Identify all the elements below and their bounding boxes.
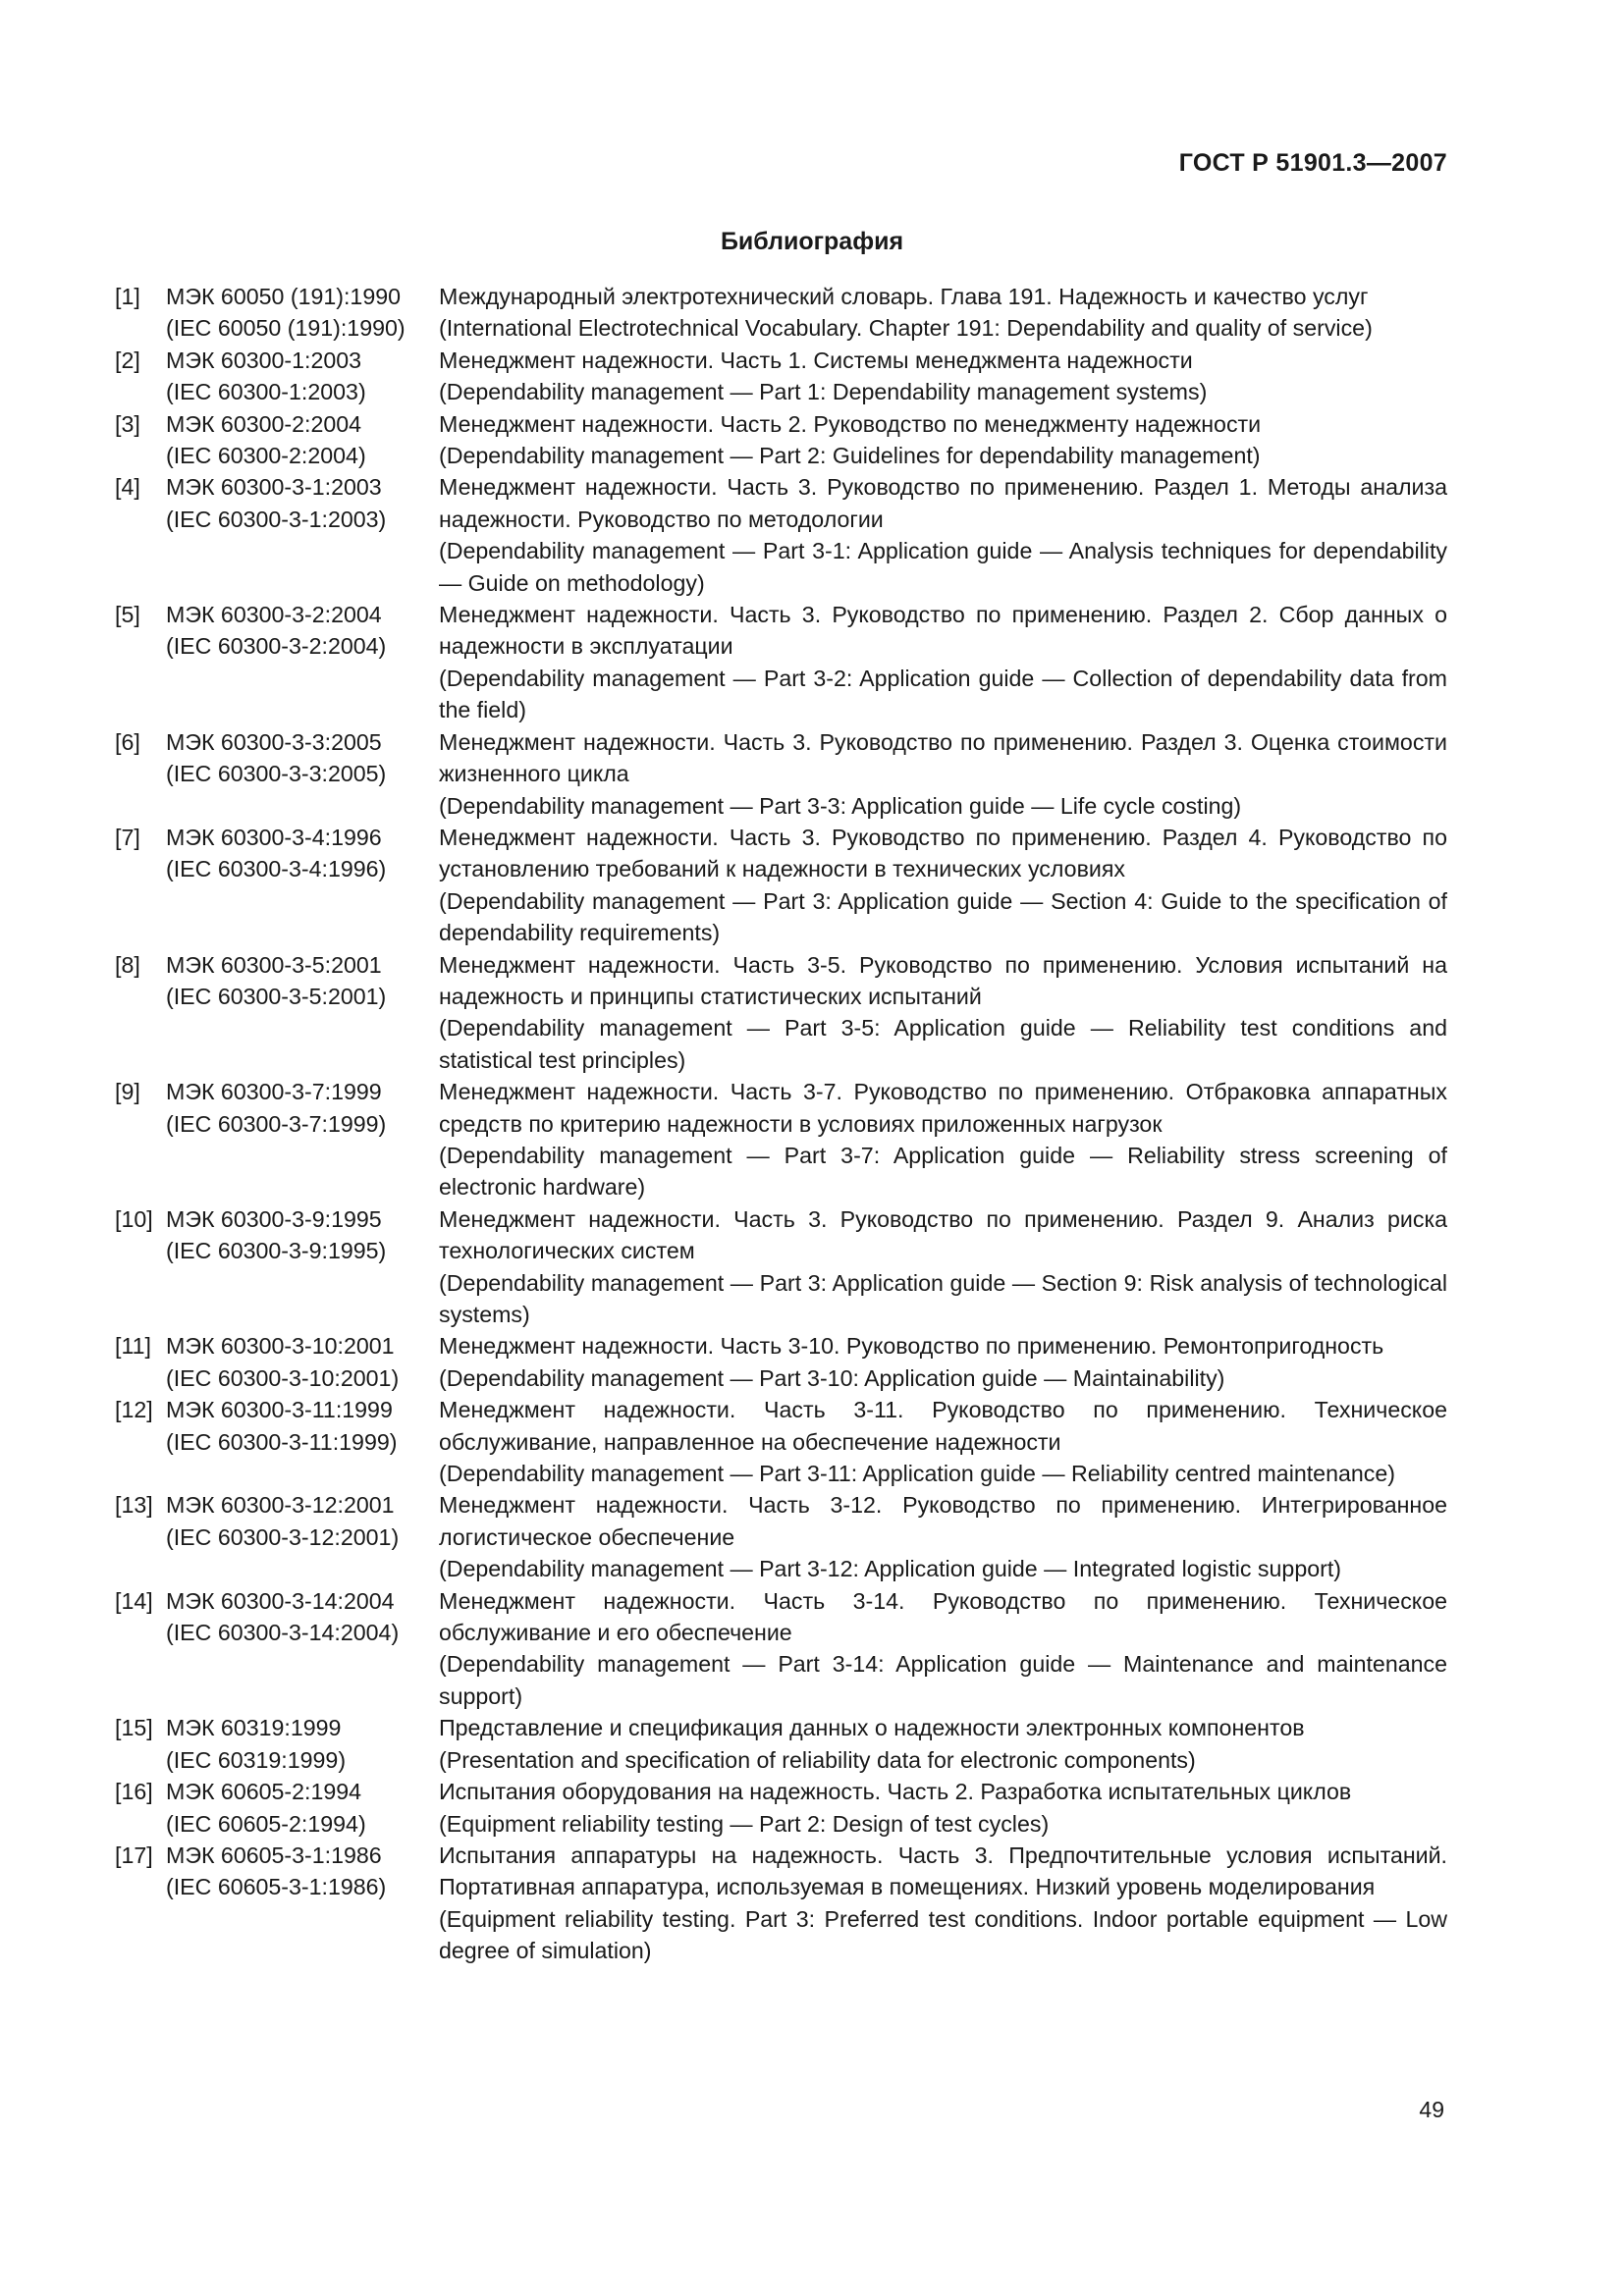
entry-number: [14] <box>115 1587 153 1614</box>
standard-reference <box>166 949 439 1013</box>
bibliography-entry <box>115 949 1447 1077</box>
standard-title-ru: Международный электротехнический словарь. Глава 191. Надежность и качество услуг <box>439 284 1369 309</box>
standard-title-ru: Менеджмент надежности. Часть 3-10. Руководство по применению. Ремонтопригодность <box>439 1333 1384 1360</box>
bibliography-entry <box>115 822 1447 949</box>
standard-title-en: (Dependability management — Part 3-5: Application guide — Reliability test conditions and statistical test principles) <box>439 1015 1447 1073</box>
standard-reference <box>166 822 439 885</box>
entry-number: [8] <box>115 951 140 978</box>
standard-title <box>439 408 1447 472</box>
standard-title-ru: Испытания оборудования на надежность. Часть 2. Разработка испытательных циклов <box>439 1779 1352 1805</box>
standard-title <box>439 1203 1447 1331</box>
entry-number: [4] <box>115 474 140 501</box>
bibliography-entry <box>115 1489 1447 1584</box>
standard-title-en: (Dependability management — Part 3: Application guide — Section 9: Risk analysis of technological systems) <box>439 1269 1447 1327</box>
standard-title-ru: Менеджмент надежности. Часть 3. Руководство по применению. Раздел 1. Методы анализа надежности. Руководство по методологии <box>439 474 1447 532</box>
section-title: Библиография <box>720 228 904 255</box>
standard-title <box>439 949 1447 1077</box>
standard-reference-en: (IEC 60300-3-10:2001) <box>166 1364 400 1391</box>
standard-title-en: (Dependability management — Part 2: Guidelines for dependability management) <box>439 443 1261 469</box>
standard-title <box>439 1776 1447 1840</box>
standard-title <box>439 1840 1447 1967</box>
standard-title-en: (Dependability management — Part 3-3: Application guide — Life cycle costing) <box>439 792 1242 819</box>
entry-number: [16] <box>115 1779 153 1805</box>
standard-reference <box>166 345 439 408</box>
standard-reference-en: (IEC 60300-3-14:2004) <box>166 1620 400 1646</box>
standard-title-ru: Менеджмент надежности. Часть 3-5. Руководство по применению. Условия испытаний на надежность и принципы статистических испытаний <box>439 951 1447 1009</box>
bibliography-entry <box>115 1330 1447 1394</box>
standard-title-ru: Менеджмент надежности. Часть 2. Руководство по менеджменту надежности <box>439 410 1262 437</box>
standard-reference <box>166 1394 439 1458</box>
bibliography-entry <box>115 1585 1447 1713</box>
standard-title <box>439 281 1447 345</box>
bibliography-entry <box>115 1712 1447 1776</box>
standard-reference <box>166 1840 439 1903</box>
standard-reference <box>166 1585 439 1649</box>
standard-reference-ru: МЭК 60300-3-4:1996 <box>166 824 382 850</box>
entry-number: [10] <box>115 1205 153 1232</box>
standard-title <box>439 1712 1447 1776</box>
standard-reference-en: (IEC 60300-3-12:2001) <box>166 1523 400 1550</box>
bibliography-entry <box>115 1776 1447 1840</box>
standard-reference <box>166 1076 439 1140</box>
standard-reference-en: (IEC 60300-3-3:2005) <box>166 761 387 787</box>
standard-title-ru: Менеджмент надежности. Часть 3-11. Руководство по применению. Техническое обслуживание, направленное на обеспечение надежности <box>439 1397 1447 1455</box>
document-code-header: ГОСТ Р 51901.3—2007 <box>1178 149 1447 177</box>
standard-title-en: (Dependability management — Part 3: Application guide — Section 4: Guide to the specification of dependability requirements) <box>439 887 1447 946</box>
standard-reference-en: (IEC 60300-3-9:1995) <box>166 1238 387 1264</box>
standard-reference <box>166 408 439 472</box>
standard-title-en: (Dependability management — Part 3-10: Application guide — Maintainability) <box>439 1364 1225 1391</box>
bibliography-entry <box>115 1076 1447 1203</box>
entry-number: [3] <box>115 410 140 437</box>
standard-title-en: (Dependability management — Part 3-2: Application guide — Collection of dependability data from the field) <box>439 665 1447 723</box>
bibliography-entry <box>115 1394 1447 1489</box>
standard-title <box>439 1489 1447 1584</box>
standard-reference <box>166 471 439 535</box>
standard-reference <box>166 1712 439 1776</box>
bibliography-entry <box>115 345 1447 408</box>
standard-title-en: (Dependability management — Part 3-7: Application guide — Reliability stress screening of electronic hardware) <box>439 1142 1447 1201</box>
standard-reference-en: (IEC 60300-2:2004) <box>166 443 366 469</box>
standard-title-en: (Equipment reliability testing. Part 3: Preferred test conditions. Indoor portable equipment — Low degree of simulation) <box>439 1905 1447 1964</box>
standard-reference-ru: МЭК 60300-2:2004 <box>166 410 362 437</box>
standard-reference-ru: МЭК 60300-3-5:2001 <box>166 951 382 978</box>
entry-number: [12] <box>115 1397 153 1423</box>
standard-reference-en: (IEC 60050 (191):1990) <box>166 315 406 342</box>
standard-title <box>439 726 1447 822</box>
standard-title <box>439 1394 1447 1489</box>
standard-reference-en: (IEC 60300-3-5:2001) <box>166 983 387 1009</box>
standard-title-ru: Менеджмент надежности. Часть 3-14. Руководство по применению. Техническое обслуживание и его обеспечение <box>439 1587 1447 1646</box>
standard-title-ru: Менеджмент надежности. Часть 3-12. Руководство по применению. Интегрированное логистическое обеспечение <box>439 1492 1447 1550</box>
standard-reference-en: (IEC 60300-3-7:1999) <box>166 1110 387 1137</box>
standard-title <box>439 1585 1447 1713</box>
standard-reference-ru: МЭК 60605-3-1:1986 <box>166 1842 382 1868</box>
standard-title-ru: Представление и спецификация данных о надежности электронных компонентов <box>439 1715 1305 1741</box>
bibliography-entry <box>115 599 1447 726</box>
standard-reference <box>166 1330 439 1394</box>
bibliography-entry <box>115 1840 1447 1967</box>
standard-reference-ru: МЭК 60300-3-2:2004 <box>166 602 382 628</box>
standard-title-en: (Dependability management — Part 3-11: Application guide — Reliability centred maintenance) <box>439 1461 1395 1487</box>
standard-title-ru: Менеджмент надежности. Часть 1. Системы менеджмента надежности <box>439 347 1193 373</box>
standard-reference <box>166 726 439 790</box>
standard-reference-en: (IEC 60605-3-1:1986) <box>166 1874 387 1900</box>
entry-number: [5] <box>115 602 140 628</box>
standard-reference-ru: МЭК 60300-3-3:2005 <box>166 728 382 755</box>
entry-number: [7] <box>115 824 140 850</box>
bibliography-entry <box>115 726 1447 822</box>
standard-title-ru: Менеджмент надежности. Часть 3-7. Руководство по применению. Отбраковка аппаратных средств по критерию надежности в условиях приложенных нагрузок <box>439 1079 1447 1137</box>
standard-reference-ru: МЭК 60300-3-9:1995 <box>166 1205 382 1232</box>
standard-title-en: (Dependability management — Part 3-14: Application guide — Maintenance and maintenance support) <box>439 1651 1447 1709</box>
standard-title <box>439 822 1447 949</box>
standard-reference-ru: МЭК 60300-3-12:2001 <box>166 1492 395 1519</box>
bibliography-entry <box>115 281 1447 345</box>
entry-number: [17] <box>115 1842 153 1868</box>
standard-reference-ru: МЭК 60300-3-10:2001 <box>166 1333 395 1360</box>
standard-reference-ru: МЭК 60300-3-14:2004 <box>166 1587 395 1614</box>
standard-title-ru: Испытания аппаратуры на надежность. Часть 3. Предпочтительные условия испытаний. Портативная аппаратура, используемая в помещениях. Низкий уровень моделирования <box>439 1842 1447 1900</box>
standard-title-en: (Dependability management — Part 1: Dependability management systems) <box>439 379 1208 405</box>
standard-title <box>439 1330 1447 1394</box>
bibliography-list <box>115 281 1447 1967</box>
standard-reference-ru: МЭК 60300-1:2003 <box>166 347 362 373</box>
standard-title <box>439 345 1447 408</box>
standard-reference <box>166 281 439 345</box>
standard-reference-en: (IEC 60300-3-2:2004) <box>166 633 387 660</box>
standard-title-en: (Dependability management — Part 3-12: Application guide — Integrated logistic support) <box>439 1556 1341 1582</box>
entry-number: [6] <box>115 728 140 755</box>
bibliography-entry <box>115 471 1447 599</box>
standard-title-ru: Менеджмент надежности. Часть 3. Руководство по применению. Раздел 9. Анализ риска технологических систем <box>439 1205 1447 1264</box>
entry-number: [11] <box>115 1333 151 1360</box>
standard-reference-ru: МЭК 60319:1999 <box>166 1715 342 1741</box>
standard-title-en: (Presentation and specification of reliability data for electronic components) <box>439 1746 1196 1773</box>
standard-reference-en: (IEC 60300-1:2003) <box>166 379 366 405</box>
standard-title-ru: Менеджмент надежности. Часть 3. Руководство по применению. Раздел 2. Сбор данных о надежности в эксплуатации <box>439 602 1447 660</box>
standard-reference-ru: МЭК 60300-3-7:1999 <box>166 1079 382 1105</box>
standard-reference-en: (IEC 60300-3-11:1999) <box>166 1428 398 1455</box>
standard-reference <box>166 1203 439 1267</box>
standard-reference-en: (IEC 60605-2:1994) <box>166 1810 366 1837</box>
standard-reference-ru: МЭК 60300-3-1:2003 <box>166 474 382 501</box>
entry-number: [2] <box>115 347 140 373</box>
standard-title <box>439 471 1447 599</box>
standard-title-ru: Менеджмент надежности. Часть 3. Руководство по применению. Раздел 3. Оценка стоимости жизненного цикла <box>439 728 1447 787</box>
bibliography-entry <box>115 1203 1447 1331</box>
entry-number: [1] <box>115 284 140 309</box>
standard-title <box>439 1076 1447 1203</box>
standard-reference-en: (IEC 60300-3-4:1996) <box>166 856 387 882</box>
standard-title <box>439 599 1447 726</box>
standard-reference <box>166 599 439 663</box>
standard-reference <box>166 1776 439 1840</box>
standard-reference-en: (IEC 60300-3-1:2003) <box>166 506 387 532</box>
standard-reference-ru: МЭК 60605-2:1994 <box>166 1779 362 1805</box>
entry-number: [9] <box>115 1079 140 1105</box>
standard-reference-ru: МЭК 60300-3-11:1999 <box>166 1397 393 1423</box>
bibliography-entry <box>115 408 1447 472</box>
entry-number: [13] <box>115 1492 153 1519</box>
entry-number: [15] <box>115 1715 153 1741</box>
standard-reference-ru: МЭК 60050 (191):1990 <box>166 284 402 309</box>
page-number: 49 <box>1419 2097 1444 2122</box>
standard-reference <box>166 1489 439 1553</box>
standard-title-ru: Менеджмент надежности. Часть 3. Руководство по применению. Раздел 4. Руководство по установлению требований к надежности в технических условиях <box>439 824 1447 882</box>
standard-title-en: (International Electrotechnical Vocabulary. Chapter 191: Dependability and quality of service) <box>439 315 1373 342</box>
standard-reference-en: (IEC 60319:1999) <box>166 1746 347 1773</box>
standard-title-en: (Dependability management — Part 3-1: Application guide — Analysis techniques for dependability — Guide on methodology) <box>439 538 1447 596</box>
standard-title-en: (Equipment reliability testing — Part 2: Design of test cycles) <box>439 1810 1050 1837</box>
